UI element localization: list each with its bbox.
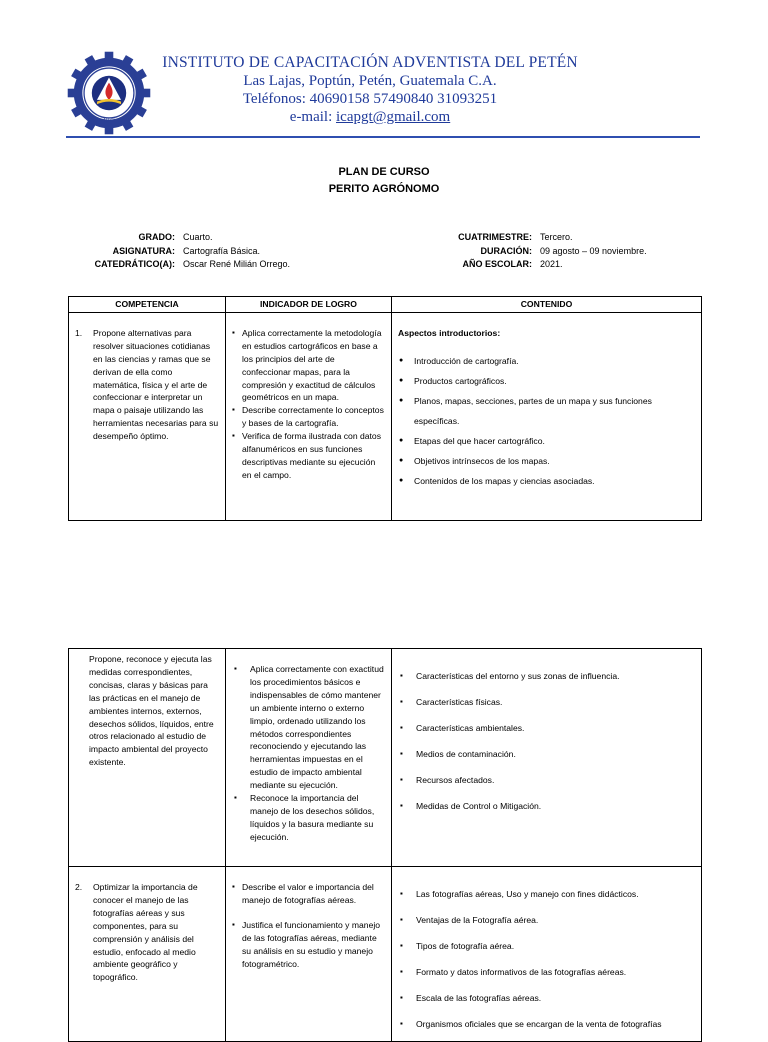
contenido-item: ● Objetivos intrínsecos de los mapas.	[398, 451, 695, 471]
competencia-text: Optimizar la importancia de conocer el manejo de las fotografías aéreas y sus componentes, para su comprensión y análisis del estudio, enfocado al medio ambiente geográfico y topográfico.	[93, 882, 198, 983]
competencia-number: 1.	[75, 327, 83, 338]
contenido-cell	[392, 312, 702, 520]
contenido-item: ● Etapas del que hacer cartográfico.	[398, 431, 695, 451]
indicador-item: ▪ Describe el valor e importancia del manejo de fotografías aéreas.	[232, 881, 385, 907]
anio-escolar-value: 2021.	[540, 259, 563, 269]
competencia-cell	[69, 649, 226, 867]
institute-email-line	[150, 108, 590, 126]
table-row	[69, 649, 702, 867]
asignatura-value: Cartografía Básica.	[183, 245, 261, 256]
contenido-item: ▪ Escala de las fotografías aéreas.	[398, 985, 695, 1011]
contenido-item: ▪ Formato y datos informativos de las fotografías aéreas.	[398, 959, 695, 985]
indicador-cell	[226, 649, 392, 867]
meta-left	[60, 231, 290, 272]
course-plan-table-1	[68, 296, 702, 521]
duracion-value: 09 agosto – 09 noviembre.	[540, 245, 647, 256]
contenido-item: ▪ Ventajas de la Fotografía aérea.	[398, 907, 695, 933]
indicador-item: ▪ Verifica de forma ilustrada con datos alfanuméricos en sus funciones descriptivas mediante su ejecución en el campo.	[232, 430, 385, 482]
table-row	[69, 867, 702, 1042]
indicador-item: ▪ Reconoce la importancia del manejo de los desechos sólidos, líquidos y la basura mediante su ejecución.	[232, 792, 385, 844]
institute-address: Las Lajas, Poptún, Petén, Guatemala C.A.	[243, 73, 497, 89]
plan-title: PLAN DE CURSO	[338, 166, 430, 178]
contenido-title: Aspectos introductorios:	[398, 327, 501, 338]
cuatrimestre-value: Tercero.	[540, 232, 573, 242]
contenido-item: ▪ Recursos afectados.	[398, 767, 695, 793]
competencia-cell	[69, 867, 226, 1042]
cuatrimestre-label: CUATRIMESTRE:	[458, 232, 532, 242]
contenido-item: ▪ Organismos oficiales que se encargan de la venta de fotografías	[398, 1011, 695, 1037]
institute-phones: Teléfonos: 40690158 57490840 31093251	[242, 91, 498, 107]
anio-escolar-label: AÑO ESCOLAR:	[462, 259, 532, 269]
email-link[interactable]: icapgt@gmail.com	[336, 109, 451, 125]
contenido-item: ▪ Tipos de fotografía aérea.	[398, 933, 695, 959]
table-row	[69, 312, 702, 520]
contenido-cell	[392, 649, 702, 867]
email-label: e-mail:	[289, 109, 337, 125]
header-competencia: COMPETENCIA	[69, 297, 226, 313]
table-header-row	[69, 297, 702, 313]
institute-logo	[66, 50, 152, 136]
letterhead	[0, 0, 768, 140]
contenido-item: ▪ Características ambientales.	[398, 715, 695, 741]
contenido-cell	[392, 867, 702, 1042]
contenido-item: ● Planos, mapas, secciones, partes de un mapa y sus funciones específicas.	[398, 391, 695, 431]
contenido-item: ● Productos cartográficos.	[398, 371, 695, 391]
contenido-item: ▪ Características físicas.	[398, 689, 695, 715]
indicador-cell	[226, 312, 392, 520]
header-indicador: INDICADOR DE LOGRO	[226, 297, 392, 313]
competencia-cell	[69, 312, 226, 520]
grado-label: GRADO:	[138, 232, 175, 242]
indicador-item: ▪ Aplica correctamente con exactitud los procedimientos básicos e indispensables de cómo mantener un ambiente interno o externo limpio, ordenado utilizando los métodos correspondientes reconociendo y ejecutando las herramientas impuestas en el estudio de impacto ambiental mediante su ejecución.	[232, 663, 385, 792]
catedratico-label: CATEDRÁTICO(A):	[94, 259, 175, 269]
asignatura-label: ASIGNATURA:	[112, 245, 175, 256]
competencia-number: 2.	[75, 882, 83, 892]
indicador-item: ▪ Aplica correctamente la metodología en estudios cartográficos en base a los principios del arte de confeccionar mapas, para la compresión y exactitud de cálculos geométricos en un mapa.	[232, 327, 385, 404]
contenido-item: ▪ Medios de contaminación.	[398, 741, 695, 767]
competencia-text: Propone alternativas para resolver situaciones cotidianas en las ciencias y ramas que se derivan de ella como matemática, física y el arte de confeccionar e interpretar un mapa o paisaje utilizando las herramientas necesarias para su desempeño óptimo.	[93, 327, 219, 442]
indicador-item: ▪ Describe correctamente lo conceptos y bases de la cartografía.	[232, 404, 385, 430]
institute-name: INSTITUTO DE CAPACITACIÓN ADVENTISTA DEL PETÉN	[162, 54, 578, 71]
contenido-item: ▪ Las fotografías aéreas, Uso y manejo con fines didácticos.	[398, 881, 695, 907]
catedratico-value: Oscar René Milián Orrego.	[183, 259, 291, 269]
indicador-cell	[226, 867, 392, 1042]
header-divider	[66, 136, 700, 138]
contenido-item: ▪ Medidas de Control o Mitigación.	[398, 793, 695, 819]
svg-text:1973: 1973	[103, 118, 115, 125]
course-plan-table-2	[68, 648, 702, 1042]
contenido-item: ▪ Características del entorno y sus zonas de influencia.	[398, 663, 695, 689]
contenido-item: ● Introducción de cartografía.	[398, 351, 695, 371]
meta-right	[432, 231, 647, 272]
header-contenido: CONTENIDO	[392, 297, 702, 313]
duracion-label: DURACIÓN:	[480, 245, 532, 256]
indicador-item: ▪ Justifica el funcionamiento y manejo de las fotografías aéreas, mediante su análisis en su estudio y manejo fotogramétrico.	[232, 919, 385, 971]
competencia-text: Propone, reconoce y ejecuta las medidas correspondientes, concisas, claras y básicas para las prácticas en el manejo de ambientes internos, externos, desechos sólidos, líquidos, entre otros relacionado al estudio de impacto ambiental del proyecto existente.	[89, 654, 214, 768]
grado-value: Cuarto.	[183, 232, 213, 242]
contenido-item: ● Contenidos de los mapas y ciencias asociadas.	[398, 471, 695, 491]
plan-subtitle: PERITO AGRÓNOMO	[328, 183, 440, 195]
letterhead-text	[150, 54, 590, 126]
